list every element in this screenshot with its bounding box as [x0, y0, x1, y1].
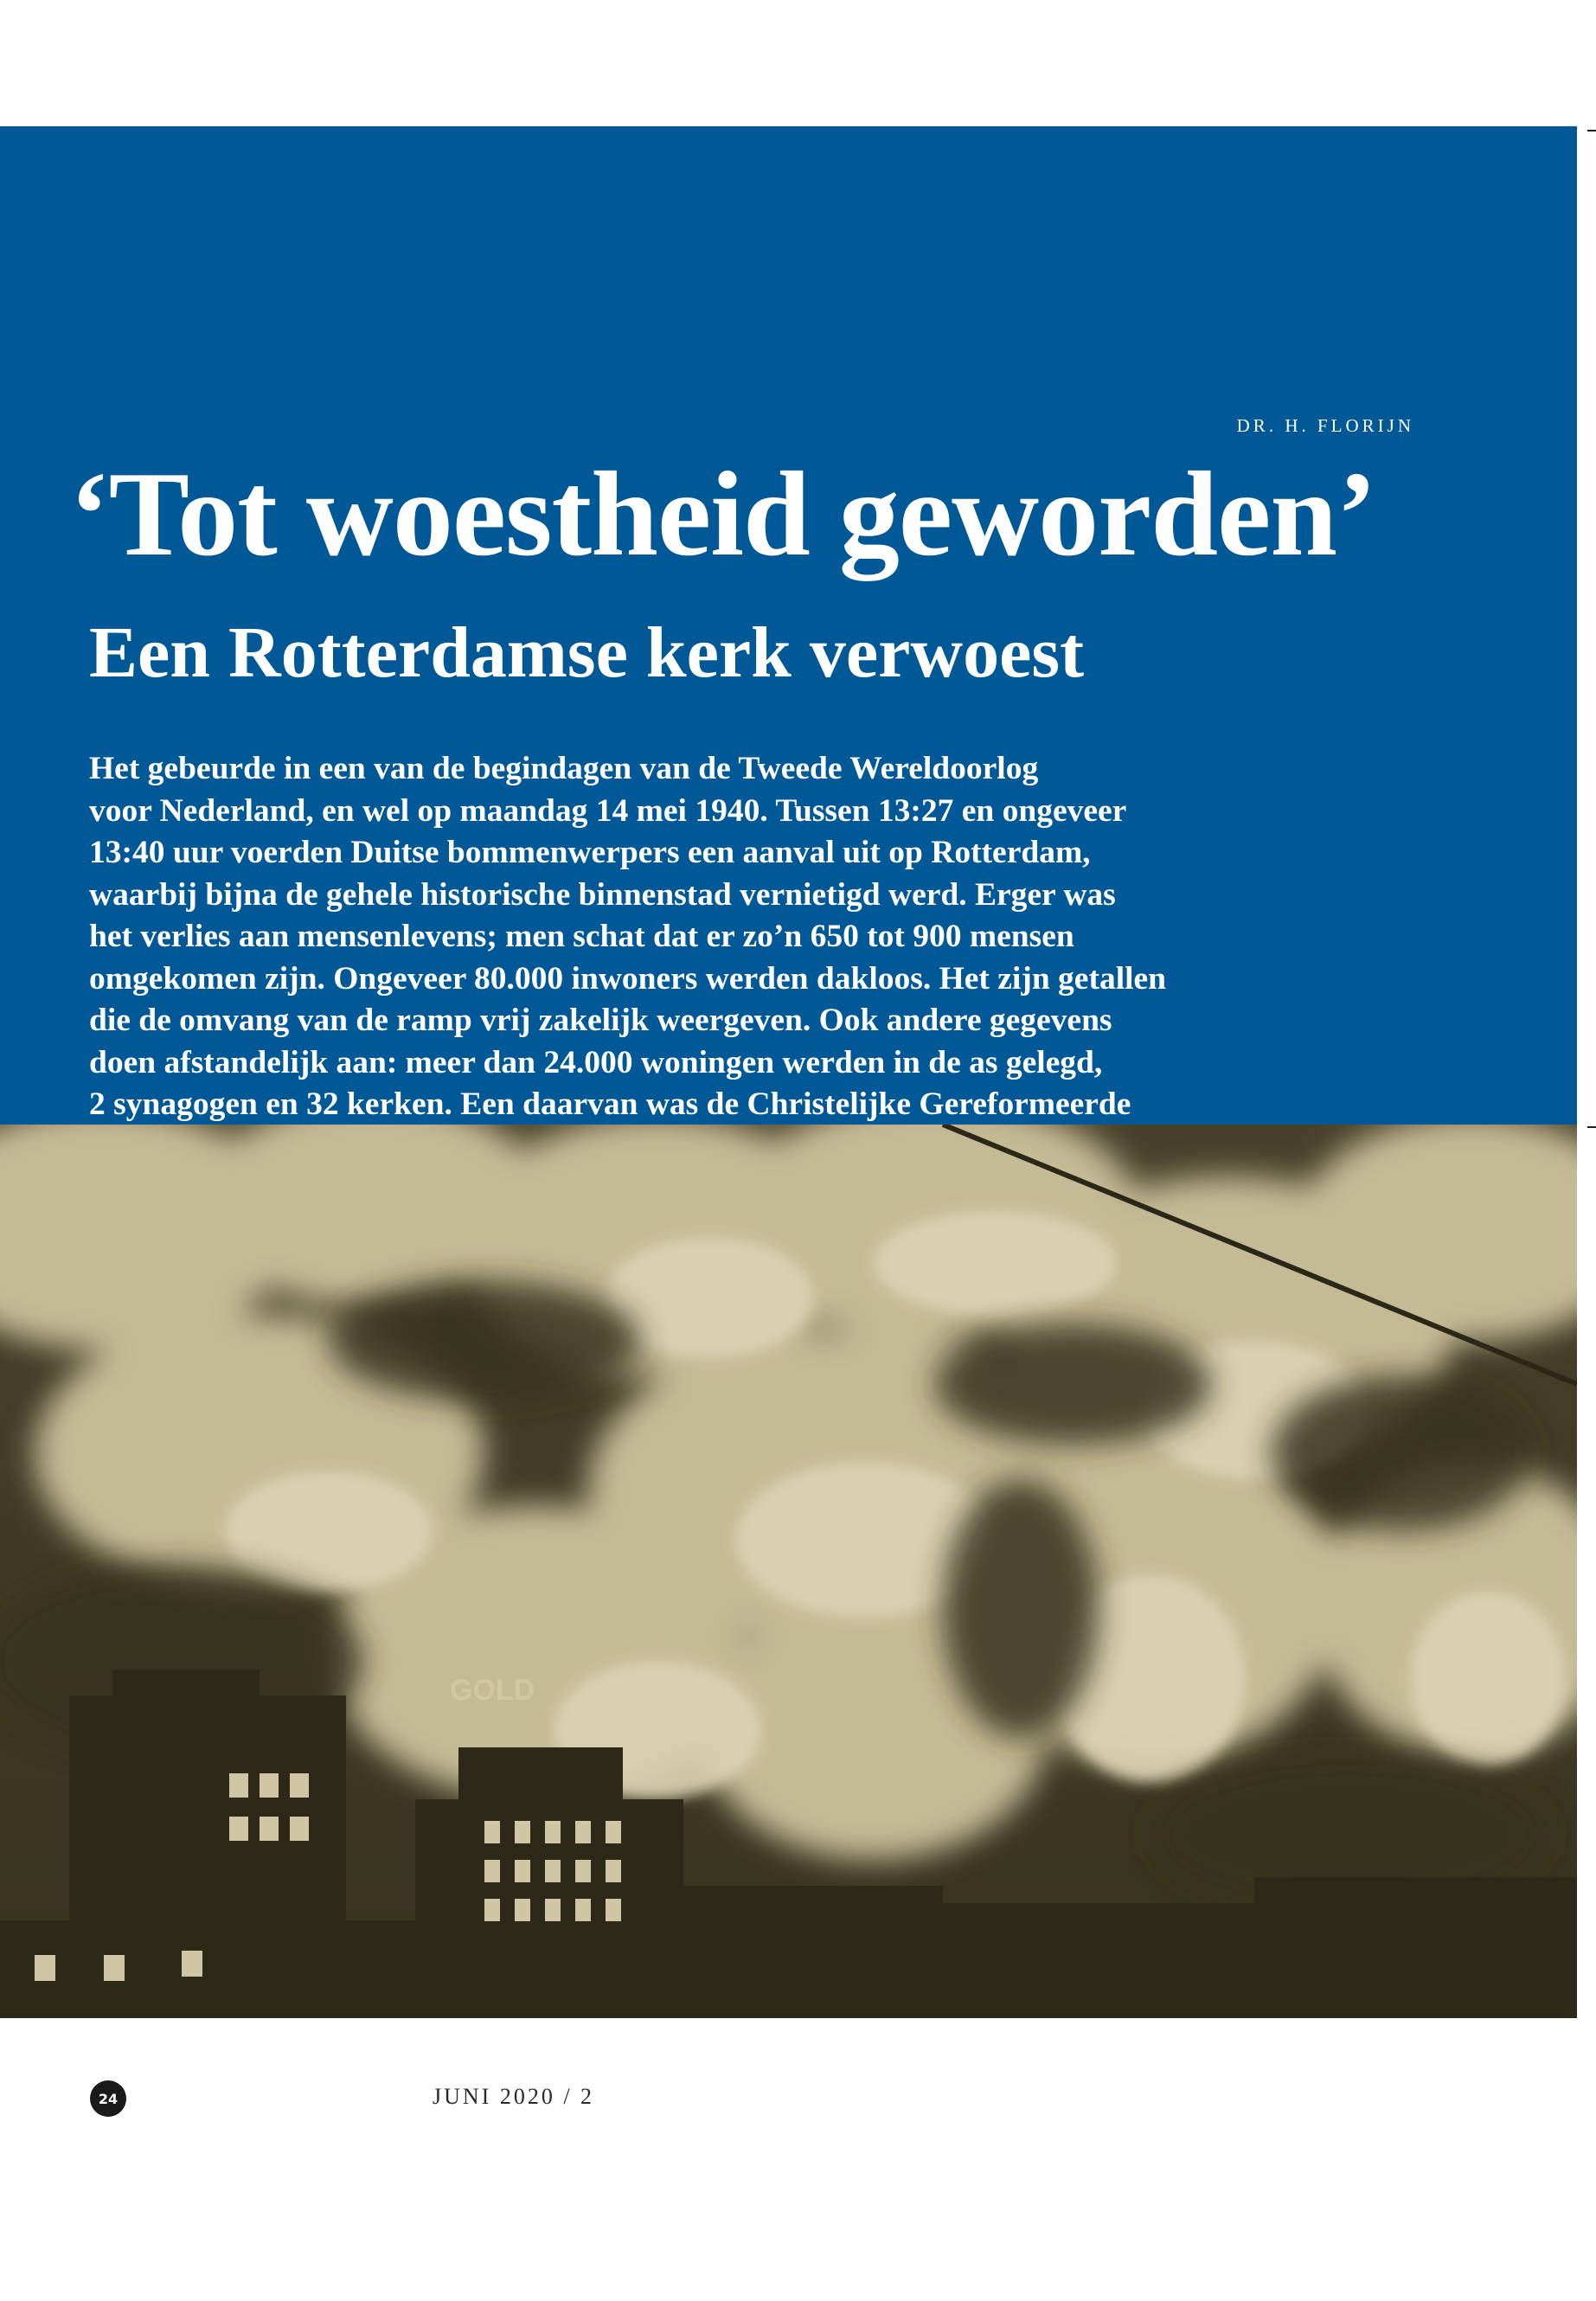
author-byline: DR. H. FLORIJN: [1236, 415, 1414, 436]
intro-line: 13:40 uur voerden Duitse bommenwerpers een aanval uit op Rotterdam,: [89, 835, 1091, 870]
page-number-badge: 24: [90, 2080, 126, 2117]
intro-line: waarbij bijna de gehele historische binnenstad vernietigd werd. Erger was: [89, 876, 1116, 913]
article-title: ‘Tot woestheid geworden’: [69, 447, 1376, 581]
building-sign-text: GOLD: [450, 1674, 535, 1707]
intro-line: het verlies aan mensenlevens; men schat dat er zo’n 650 tot 900 mensen: [89, 919, 1074, 954]
intro-line: Het gebeurde in een van de begindagen van de Tweede Wereldoorlog: [89, 751, 1039, 786]
intro-line: 2 synagogen en 32 kerken. Een daarvan was de Christelijke Gereformeerde: [89, 1086, 1131, 1122]
header-panel: [0, 126, 1577, 1125]
article-subtitle: Een Rotterdamse kerk verwoest: [89, 612, 1085, 693]
crop-mark: [1587, 1126, 1596, 1128]
bombing-photo: [0, 1125, 1577, 2018]
intro-line: doen afstandelijk aan: meer dan 24.000 woningen werden in de as gelegd,: [89, 1044, 1103, 1080]
intro-paragraph: [89, 748, 1473, 1168]
intro-line: voor Nederland, en wel op maandag 14 mei 1940. Tussen 13:27 en ongeveer: [89, 792, 1127, 829]
intro-line: omgekomen zijn. Ongeveer 80.000 inwoners werden dakloos. Het zijn getallen: [89, 960, 1167, 997]
intro-line: die de omvang van de ramp vrij zakelijk weergeven. Ook andere gegevens: [89, 1003, 1112, 1038]
crop-mark: [1587, 130, 1596, 131]
issue-label: JUNI 2020 / 2: [433, 2084, 595, 2109]
smoke-over-city-illustration: [0, 1125, 1577, 2018]
